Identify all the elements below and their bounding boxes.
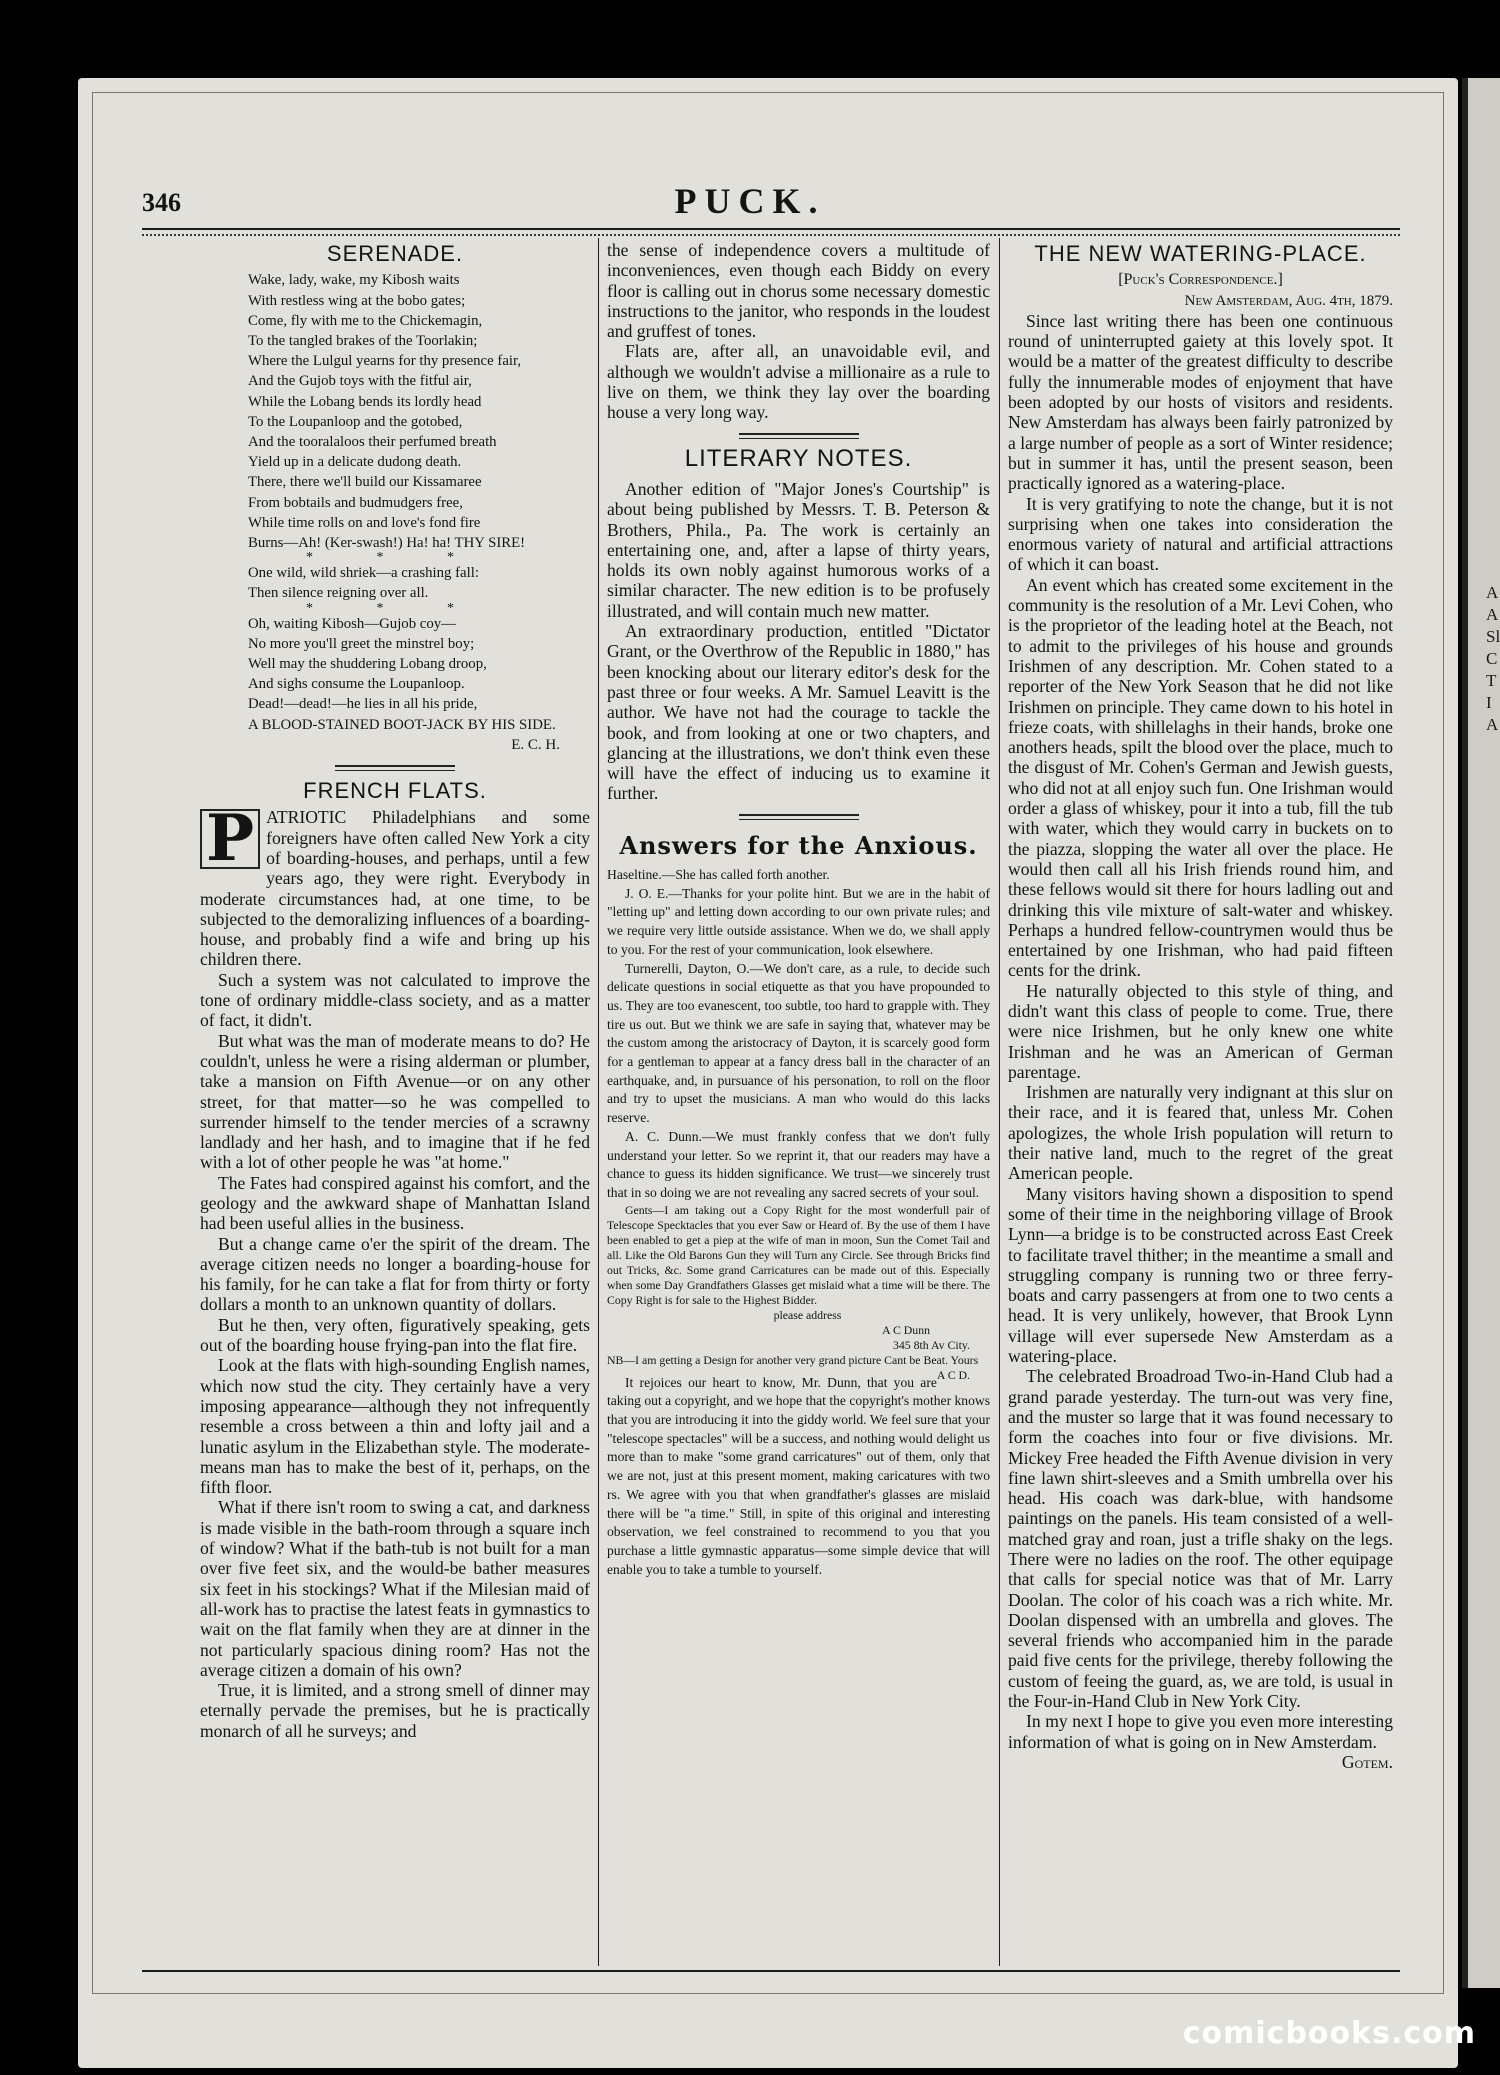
reader-letter: Gents—I am taking out a Copy Right for the most wonderfull pair of Telescope Specktacles that you ever Saw or Heard of. By the use of them I have been enabled to get a piep at the wife of man in moon, Sun the Comet Tail and all. Like the Old Barons Gun they will Turn any Circle. See through Bricks find out Tricks, &c. Some grand Carricatures can be made out of this. Especially when some Day Grandfathers Glasses get mislaid what a time will be there. The Copy Right is for sale to the Highest Bidder.: [607, 1202, 990, 1307]
paragraph: The Fates had conspired against his comfort, and the geology and the awkward shape of Manhattan Island had been useful allies in the business.: [200, 1172, 590, 1234]
answers-title: Answers for the Anxious.: [619, 830, 978, 860]
column-1: [200, 240, 590, 1741]
page-number: 346: [142, 188, 181, 217]
answer: A. C. Dunn.—We must frankly confess that we don't fully understand your letter. So we reprint it, that our readers may have a chance to guess its hidden significance. We trust—we sincerely trust that in so doing we are not revealing any sacred secrets of your soul.: [607, 1128, 990, 1200]
serenade-stanza-2: [200, 563, 590, 603]
paragraph: Since last writing there has been one continuous round of uninterrupted gaiety at this lovely spot. It would be a matter of the greatest difficulty to describe fully the innumerable modes of enjoyment that have been adopted by our hosts of visitors and residents. New Amsterdam has always been fairly patronized by a large number of people as a sort of Winter residence; but in summer it has, until the present season, been practically ignored as a watering-place.: [1008, 310, 1393, 494]
section-separator: [739, 814, 859, 820]
serenade-stanza-3: [200, 614, 590, 735]
poem-line: There, there we'll build our Kissamaree: [248, 474, 482, 491]
poem-line: To the tangled brakes of the Toorlakin;: [248, 332, 478, 349]
paragraph: It is very gratifying to note the change, but it is not surprising when one takes into consideration the enormous variety of natural and artificial attractions of which it can boast.: [1008, 493, 1393, 575]
paragraph: But he then, very often, figuratively speaking, gets out of the boarding house frying-pan into the flat fire.: [200, 1314, 590, 1356]
poem-line: A BLOOD-STAINED BOOT-JACK BY HIS SIDE.: [248, 716, 556, 733]
poem-line: Dead!—dead!—he lies in all his pride,: [248, 696, 478, 713]
paragraph: What if there isn't room to swing a cat, and darkness is made visible in the bath-room through a square inch of window? What if the bath-tub is not built for a man over five feet six, and the would-be bather measures six feet in his stockings? What if the Milesian maid of all-work has to practise the latest feats in gymnastics to wait on the flat family when they are at dinner in the not particularly spacious dining room? Has not the average citizen a domain of his own?: [200, 1497, 590, 1680]
poem-line: Oh, waiting Kibosh—Gujob coy—: [248, 615, 456, 632]
poem-line: While the Lobang bends its lordly head: [248, 393, 482, 410]
poem-line: Come, fly with me to the Chickemagin,: [248, 312, 483, 329]
section-separator: [335, 765, 455, 771]
masthead-rule: [142, 228, 1400, 230]
poem-line: While time rolls on and love's fond fire: [248, 514, 481, 531]
poem-line: Burns—Ah! (Ker-swash!) Ha! ha! THY SIRE!: [248, 534, 526, 551]
paragraph: An extraordinary production, entitled "Dictator Grant, or the Overthrow of the Republic in 1880," has been knocking about our literary editor's desk for the past three or four weeks. A Mr. Samuel Leavitt is the author. We have not had the courage to tackle the book, and from looking at one or two chapters, and glancing at the illustrations, we don't think even these will have the effect of inducing us to examine it further.: [607, 621, 990, 804]
letter-nb: NB—I am getting a Design for another very grand picture Cant be Beat. Yours A C D.: [607, 1352, 979, 1382]
poem-line: To the Loupanloop and the gotobed,: [248, 413, 463, 430]
paragraph: Look at the flats with high-sounding English names, which now stud the city. They certainly have a very imposing appearance—although they not infrequently resemble a cross between a thin and lofty jail and a lunatic asylum in the Elizabethan style. The moderate-means man has to make the best of it, perhaps, on the fifth floor.: [200, 1355, 590, 1498]
letter-signature: A C Dunn: [882, 1322, 930, 1337]
answer: Haseltine.—She has called forth another.: [607, 867, 830, 883]
watermark: comicbooks.com: [1182, 2016, 1476, 2051]
poem-line: Well may the shuddering Lobang droop,: [248, 655, 487, 672]
ornament-stars: * * *: [306, 550, 484, 566]
paragraph: the sense of independence covers a multitude of inconveniences, even though each Biddy on every floor is calling out in chorus some necessary domestic instructions to the janitor, who responds in the loudest and gruffest of tones.: [607, 240, 990, 342]
poem-line: No more you'll greet the minstrel boy;: [248, 635, 475, 652]
dateline: New Amsterdam, Aug. 4th, 1879.: [1184, 292, 1393, 309]
paragraph: He naturally objected to this style of thing, and didn't want this class of people to come. True, there were nice Irishmen, but he only knew one white Irishman and he was an American of German parentage.: [1008, 980, 1393, 1082]
paragraph: But what was the man of moderate means to do? He couldn't, unless he were a rising alderman or plumber, take a mansion on Fifth Avenue—or on any other street, for that matter—so he was compelled to surrender himself to the tender mercies of a scrawny landlady and her hash, and to imagine that if he fed with a lot of other people he was "at home.": [200, 1030, 590, 1173]
poem-line: And the Gujob toys with the fitful air,: [248, 373, 472, 390]
poem-line: Then silence reigning over all.: [248, 585, 429, 602]
letter-address: 345 8th Av City.: [892, 1337, 970, 1352]
adjacent-page-edge: [1462, 78, 1500, 1988]
serenade-title: SERENADE.: [326, 241, 464, 266]
paragraph: Flats are, after all, an unavoidable evil, and although we wouldn't advise a millionaire as a rule to live on them, we think they lay over the boarding house a very long way.: [607, 341, 990, 423]
masthead-dotted-rule: [142, 234, 1400, 236]
poem-line: From bobtails and budmudgers free,: [248, 494, 463, 511]
adjacent-page-text: A A Sl C T I A: [1486, 583, 1500, 734]
poem-line: Wake, lady, wake, my Kibosh waits: [248, 272, 460, 289]
ornament-stars: * * *: [306, 600, 484, 616]
paragraph: Irishmen are naturally very indignant at this slur on their race, and it is feared that, unless Mr. Cohen apologizes, the whole Irish population will return to their native land, much to the regret of the great American people.: [1008, 1082, 1393, 1184]
poem-line: And the tooralaloos their perfumed breath: [248, 433, 497, 450]
paragraph: True, it is limited, and a strong smell of dinner may eternally pervade the premises, but he is practically monarch of all he surveys; and: [200, 1680, 590, 1741]
poem-line: Where the Lulgul yearns for thy presence fair,: [248, 353, 522, 370]
bottom-rule: [142, 1970, 1400, 1972]
column-rule-1: [598, 238, 599, 1966]
column-rule-2: [999, 238, 1000, 1966]
answer: J. O. E.—Thanks for your polite hint. But we are in the habit of "letting up" and letting down according to our own private rules; and we require very little outside assistance. When we do, we shall apply to you. For the rest of your communication, look elsewhere.: [607, 885, 990, 957]
serenade-signature: E. C. H.: [511, 736, 560, 753]
answer: It rejoices our heart to know, Mr. Dunn, that you are taking out a copyright, and we hope that the copyright's mother knows that you are introducing it into the giddy world. We feel sure that your "telescope spectacles" will be a success, and nothing would delight us more than to make "some grand carricatures" out of them, only that we are not, just at this present moment, making caricatures with two rs. We agree with you that when grandfather's glasses are mislaid there will be "a time." Still, in spite of this original and interesting observation, we feel constrained to recommend to you that you purchase a little gymnastic apparatus—some simple device that will enable you to take a tumble to yourself.: [607, 1374, 990, 1577]
letter-close: please address: [773, 1307, 842, 1322]
paragraph: Many visitors having shown a disposition to spend some of their time in the neighboring village of Brook Lynn—a bridge is to be constructed across East Creek to facilitate travel thither; in the meantime a small and struggling company is running two or three ferry-boats and carry passengers at from one to two cents a head. It is very unlikely, however, that Brook Lynn village will ever supersede New Amsterdam as a watering-place.: [1008, 1183, 1393, 1367]
french-flats-title: FRENCH FLATS.: [303, 778, 487, 804]
literary-notes-title: LITERARY NOTES.: [684, 444, 913, 472]
column-2: [607, 240, 990, 1579]
watering-place-subtitle: [Puck's Correspondence.]: [1118, 271, 1283, 289]
paragraph: An event which has created some excitement in the community is the resolution of a Mr. Levi Cohen, who is the proprietor of the leading hotel at the Beach, not to admit to the privileges of his house and grounds Irishmen of any description. Mr. Cohen stated to a reporter of the New York Season that he did not like Irishmen on principle. They came down to his hotel in frieze coats, with shillelaghs in their hands, broke one anothers heads, spilt the blood over the place, much to the disgust of Mr. Cohen's German and Jewish guests, who did not at all enjoy such fun. One Irishman would order a glass of whiskey, pour it into a tub, fill the tub with water, which they would carry in buckets on to the piazza, slopping the water all over the place. He would then call all his Irish friends round him, and these fellows would sit there for hours ladling out and drinking this vile mixture of salt-water and whiskey. Perhaps a hundred fellow-countrymen would thus be entertained by one Irishman, who had paid fifteen cents for the drink.: [1008, 574, 1393, 981]
paragraph: Another edition of "Major Jones's Courtship" is about being published by Messrs. T. B. Peterson & Brothers, Phila., Pa. The work is certainly an entertaining one, and, after a lapse of thirty years, holds its own nobly against humorous works of a similar character. The new edition is to be profusely illustrated, and will contain much new matter.: [607, 478, 990, 621]
masthead: PUCK.: [674, 181, 826, 221]
poem-line: With restless wing at the bobo gates;: [248, 292, 466, 309]
paragraph: ATRIOTIC Philadelphians and some foreigners have often called New York a city of boarding-houses, and perhaps, until a few years ago, they were right. Everybody in moderate circumstances had, at one time, to be subjected to the demoralizing influences of a boarding-house, and probably find a wife and bring up his children there.: [200, 807, 590, 970]
paragraph: In my next I hope to give you even more interesting information of what is going on in New Amsterdam. Gotem.: [1008, 1711, 1393, 1772]
answer: Turnerelli, Dayton, O.—We don't care, as a rule, to decide such delicate questions in social etiquette as that you have propounded to us. They are too evanescent, too subtle, too hard to grapple with. They tire us out. But we think we are safe in saying that, whatever may be the custom among the aristocracy of Dayton, it is scarcely good form for a gentleman to appear at a fancy dress ball in the character of an earthquake, and, in pursuance of his personation, to roll on the floor and try to upset the musicians. A man who would do this lacks reserve.: [607, 960, 990, 1126]
poem-line: And sighs consume the Loupanloop.: [248, 676, 465, 693]
watering-place-title: THE NEW WATERING-PLACE.: [1034, 241, 1367, 266]
section-separator: [739, 433, 859, 439]
drop-cap: P: [200, 809, 260, 869]
serenade-stanza-1: [200, 270, 590, 553]
poem-line: Yield up in a delicate dudong death.: [248, 454, 462, 471]
paragraph: The celebrated Broadroad Two-in-Hand Club had a grand parade yesterday. The turn-out was very fine, and the muster so large that it was found necessary to form the coaches into four or five divisions. Mr. Mickey Free headed the Fifth Avenue division in very fine lawn shirt-sleeves and a Smith umbrella over his head. His coach was dark-blue, with handsome paintings on the panels. His team consisted of a well-matched gray and roan, just a trifle shaky on the legs. There were no ladies on the roof. The other equipage that calls for special notice was that of Mr. Larry Doolan. The color of his coach was a rich white. Mr. Doolan dispensed with an umbrella and gloves. The several friends who accompanied him in the parade paid five cents for the privilege, thereby following the custom of feeing the guard, as, we are told, is usual in the Four-in-Hand Club in New York City.: [1008, 1366, 1393, 1712]
column-3: [1008, 240, 1393, 1772]
paragraph: Such a system was not calculated to improve the tone of ordinary middle-class society, and as a matter of fact, it didn't.: [200, 969, 590, 1031]
poem-line: One wild, wild shriek—a crashing fall:: [248, 565, 479, 582]
paragraph: But a change came o'er the spirit of the dream. The average citizen needs no longer a boarding-house for his family, for he can take a flat for from thirty or forty dollars a month to an unknown quantity of dollars.: [200, 1233, 590, 1315]
